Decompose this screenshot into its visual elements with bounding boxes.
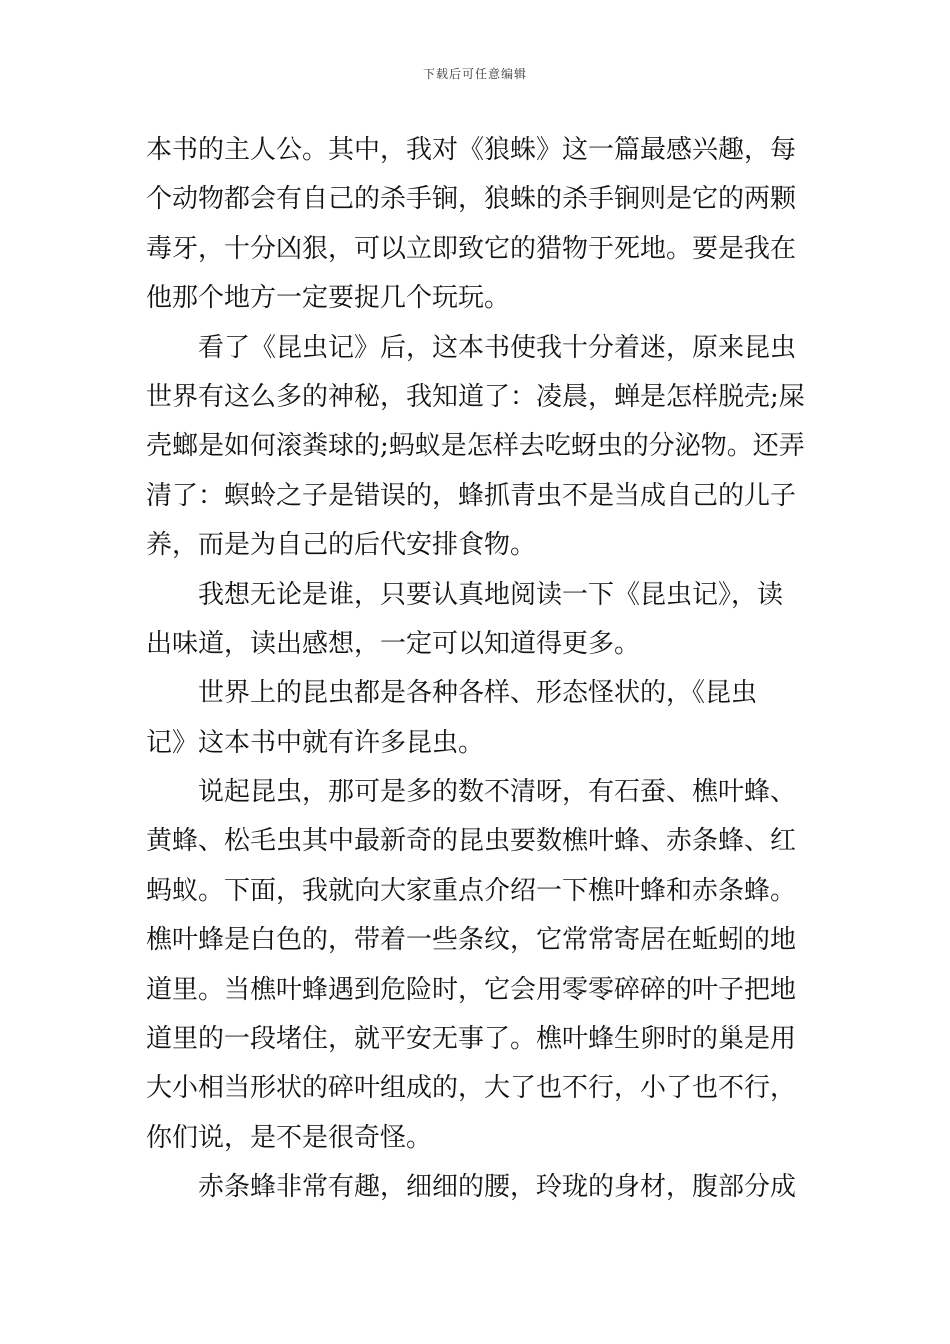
text-line: 你们说，是不是很奇怪。 <box>146 1122 433 1153</box>
text-line: 出味道，读出感想，一定可以知道得更多。 <box>146 628 641 659</box>
text-line: 壳螂是如何滚粪球的;蚂蚁是怎样去吃蚜虫的分泌物。还弄 <box>146 431 805 462</box>
text-line: 养，而是为自己的后代安排食物。 <box>146 530 537 561</box>
page-header: 下载后可任意编辑 <box>422 67 527 81</box>
text-line: 记》这本书中就有许多昆虫。 <box>146 727 485 758</box>
text-line: 黄蜂、松毛虫其中最新奇的昆虫要数樵叶蜂、赤条蜂、红 <box>146 826 797 857</box>
text-line: 道里的一段堵住，就平安无事了。樵叶蜂生卵时的巢是用 <box>146 1024 797 1055</box>
text-line: 清了：螟蛉之子是错误的，蜂抓青虫不是当成自己的儿子 <box>146 480 797 511</box>
text-line: 大小相当形状的碎叶组成的，大了也不行，小了也不行， <box>146 1073 797 1104</box>
paragraph-first-line: 说起昆虫，那可是多的数不清呀，有石蚕、樵叶蜂、 <box>198 777 797 808</box>
paragraph-first-line: 赤条蜂非常有趣，细细的腰，玲珑的身材，腹部分成 <box>198 1172 797 1203</box>
paragraph-first-line: 世界上的昆虫都是各种各样、形态怪状的，《昆虫 <box>198 678 758 709</box>
text-line: 道里。当樵叶蜂遇到危险时，它会用零零碎碎的叶子把地 <box>146 974 797 1005</box>
text-line: 樵叶蜂是白色的，带着一些条纹，它常常寄居在蚯蚓的地 <box>146 925 797 956</box>
text-line: 个动物都会有自己的杀手锏，狼蛛的杀手锏则是它的两颗 <box>146 184 797 215</box>
text-line: 蚂蚁。下面，我就向大家重点介绍一下樵叶蜂和赤条蜂。 <box>146 875 797 906</box>
text-line: 毒牙，十分凶狠，可以立即致它的猎物于死地。要是我在 <box>146 233 797 264</box>
paragraph-first-line: 看了《昆虫记》后，这本书使我十分着迷，原来昆虫 <box>198 332 797 363</box>
text-line: 他那个地方一定要捉几个玩玩。 <box>146 283 511 314</box>
text-line: 世界有这么多的神秘，我知道了：凌晨，蝉是怎样脱壳;屎 <box>146 381 805 412</box>
text-line: 本书的主人公。其中，我对《狼蛛》这一篇最感兴趣，每 <box>146 135 797 165</box>
paragraph-first-line: 我想无论是谁，只要认真地阅读一下《昆虫记》，读 <box>198 579 784 610</box>
document-body <box>146 126 806 1213</box>
